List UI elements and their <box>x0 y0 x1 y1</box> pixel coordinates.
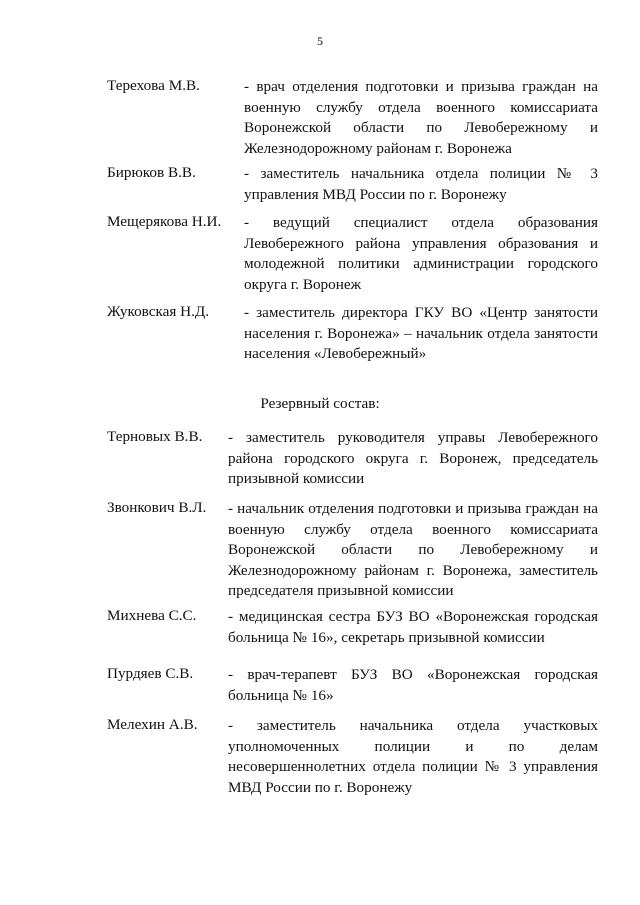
member-name: Михнева С.С. <box>107 607 197 624</box>
member-name: Бирюков В.В. <box>107 164 196 181</box>
member-name: Мелехин А.В. <box>107 716 198 733</box>
member-description: - врач-терапевт БУЗ ВО «Воронежская городская больница № 16» <box>228 666 598 704</box>
member-description: - заместитель начальника отдела полиции № 3 управления МВД России по г. Воронежу <box>244 165 598 203</box>
reserve-heading: Резервный состав: <box>260 395 380 412</box>
member-description: - заместитель директора ГКУ ВО «Центр занятости населения г. Воронежа» – начальник отдела занятости населения «Левобережный» <box>244 304 598 363</box>
page-number: 5 <box>317 34 323 48</box>
member-name: Пурдяев С.В. <box>107 665 194 682</box>
member-description: - ведущий специалист отдела образования Левобережного района управления образования и молодежной политики администрации городского округа г. Воронеж <box>244 214 598 293</box>
member-description: - медицинская сестра БУЗ ВО «Воронежская городская больница № 16», секретарь призывной комиссии <box>228 608 598 646</box>
member-description: - заместитель руководителя управы Левобережного района городского округа г. Воронеж, председатель призывной комиссии <box>228 429 598 488</box>
member-description: - начальник отделения подготовки и призыва граждан на военную службу отдела военного комиссариата Воронежской области по Левобережному и Железнодорожному районам г. Воронежа, заместитель председателя призывной комиссии <box>228 500 598 600</box>
member-name: Мещерякова Н.И. <box>107 213 222 230</box>
member-name: Терехова М.В. <box>107 77 200 94</box>
member-name: Звонкович В.Л. <box>107 499 207 516</box>
member-name: Жуковская Н.Д. <box>107 303 210 320</box>
member-name: Терновых В.В. <box>107 428 203 445</box>
member-description: - заместитель начальника отдела участковых уполномоченных полиции и по делам несовершеннолетних отдела полиции № 3 управления МВД России по г. Воронежу <box>228 717 598 796</box>
member-description: - врач отделения подготовки и призыва граждан на военную службу отдела военного комиссариата Воронежской области по Левобережному и Железнодорожному районам г. Воронежа <box>244 78 598 157</box>
